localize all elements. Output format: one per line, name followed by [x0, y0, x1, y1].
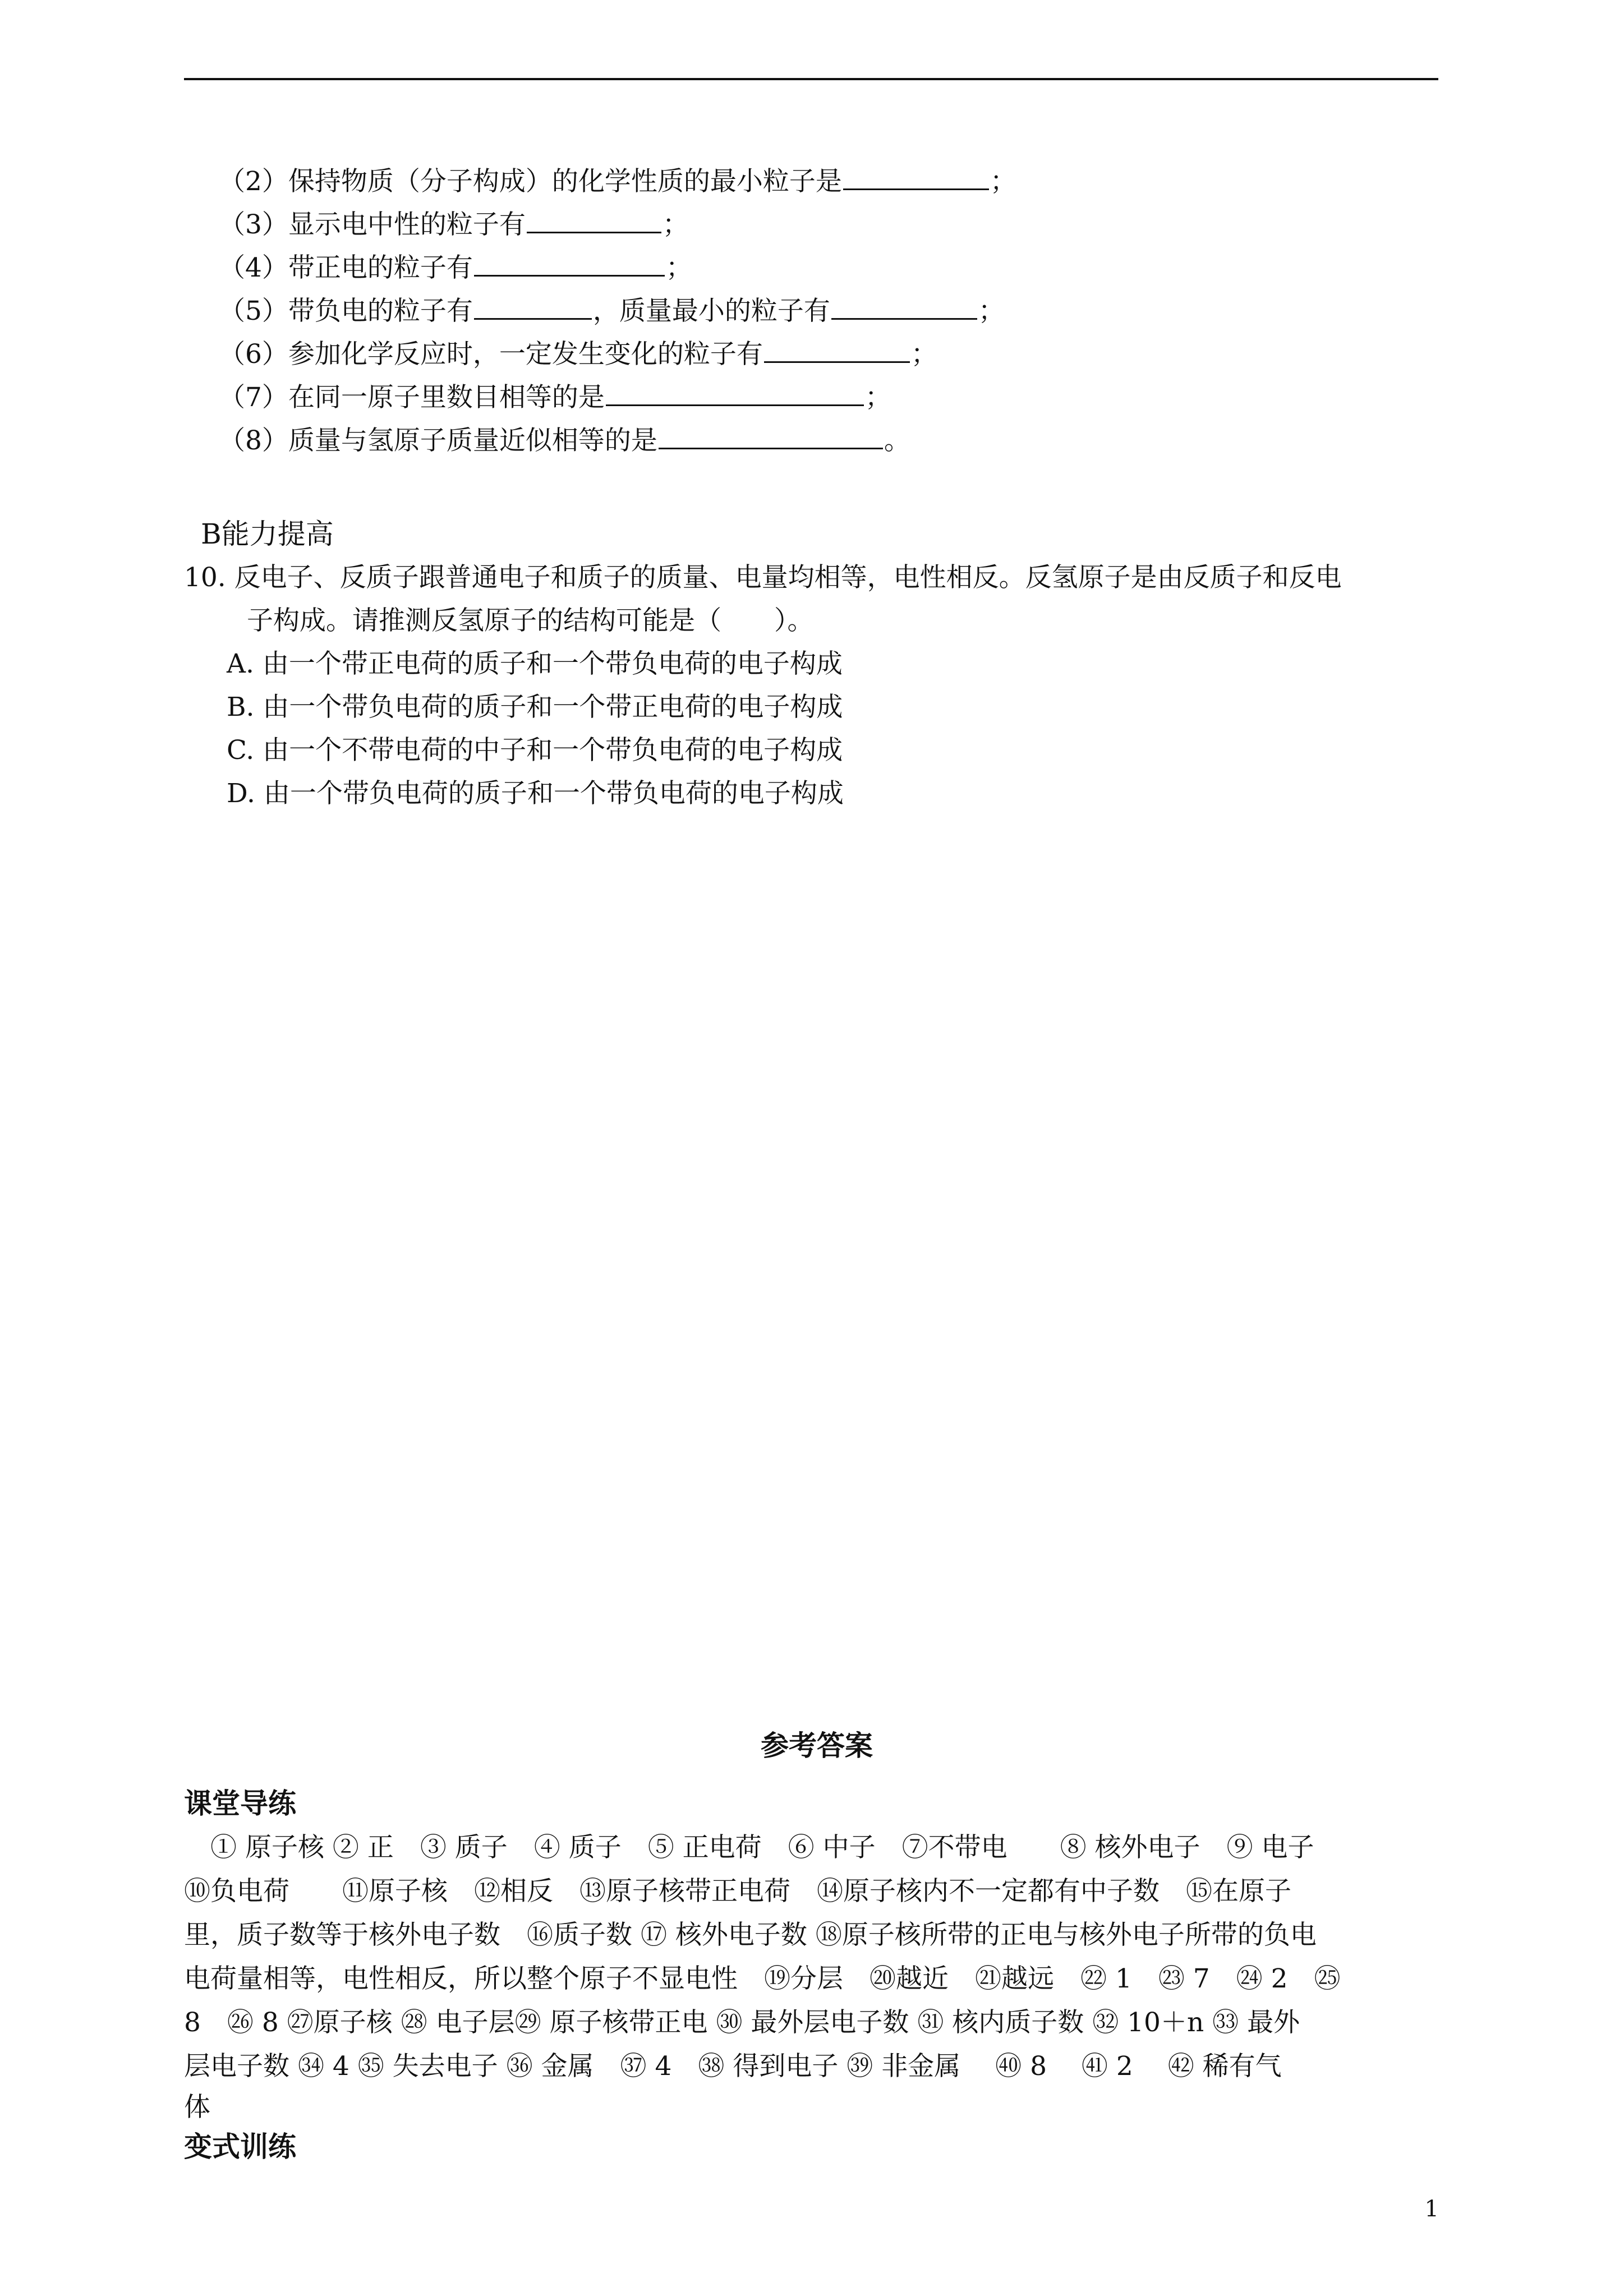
answers-line-6: 层电子数 ㉞ 4 ㉟ 失去电子 ㊱ 金属 ㊲ 4 ㊳ 得到电子 ㊴ 非金属 ㊵ 8 ㊶ 2 ㊷ 稀有气: [184, 2051, 1282, 2082]
answers-line-1: ① 原子核 ② 正 ③ 质子 ④ 质子 ⑤ 正电荷 ⑥ 中子 ⑦不带电 ⑧ 核外电子 ⑨ 电子: [184, 1832, 1314, 1863]
q9-item-8: （8）质量与氢原子质量近似相等的是 。: [219, 423, 910, 459]
answers-line-2: ⑩负电荷 ⑪原子核 ⑫相反 ⑬原子核带正电荷 ⑭原子核内不一定都有中子数 ⑮在原子: [184, 1876, 1291, 1907]
answers-line-5: 8 ㉖ 8 ㉗原子核 ㉘ 电子层㉙ 原子核带正电 ㉚ 最外层电子数 ㉛ 核内质子数 ㉜ 10＋n ㉝ 最外: [184, 2007, 1300, 2038]
answers-line-3: 里，质子数等于核外电子数 ⑯质子数 ⑰ 核外电子数 ⑱原子核所带的正电与核外电子所带的负电: [184, 1920, 1317, 1950]
q9-item-6: （6）参加化学反应时，一定发生变化的粒子有 ；: [219, 337, 937, 372]
answers-subtitle-classroom: 课堂导练: [184, 1787, 296, 1820]
header-rule: [184, 78, 1438, 80]
q10-option-a: A. 由一个带正电荷的质子和一个带负电荷的电子构成: [227, 648, 843, 679]
q10-option-d: D. 由一个带负电荷的质子和一个带负电荷的电子构成: [227, 778, 844, 809]
q10-option-b: B. 由一个带负电荷的质子和一个带正电荷的电子构成: [227, 692, 843, 723]
q10-option-c: C. 由一个不带电荷的中子和一个带负电荷的电子构成: [227, 735, 843, 766]
q9-item-4: （4）带正电的粒子有 ；: [219, 250, 692, 286]
q10-stem-line2: 子构成。请推测反氢原子的结构可能是（ ）。: [247, 605, 814, 636]
answers-subtitle-variant: 变式训练: [184, 2130, 296, 2163]
answers-line-4: 电荷量相等，电性相反，所以整个原子不显电性 ⑲分层 ⑳越近 ㉑越远 ㉒ 1 ㉓ 7 ㉔ 2 ㉕: [184, 1963, 1341, 1994]
page-number: 1: [1424, 2196, 1439, 2222]
answers-line-7: 体: [184, 2092, 210, 2123]
q9-item-2: （2）保持物质（分子构成）的化学性质的最小粒子是 ；: [219, 164, 1016, 200]
answers-title: 参考答案: [761, 1729, 873, 1762]
q9-item-5: （5）带负电的粒子有 ，质量最小的粒子有 ；: [219, 293, 1005, 329]
q10-stem-line1: 10. 反电子、反质子跟普通电子和质子的质量、电量均相等，电性相反。反氢原子是由反质子和反电: [184, 562, 1342, 593]
q9-item-7: （7）在同一原子里数目相等的是 ；: [219, 380, 891, 416]
section-b-title: B能力提高: [201, 518, 334, 550]
q9-item-3: （3）显示电中性的粒子有 ；: [219, 207, 689, 243]
